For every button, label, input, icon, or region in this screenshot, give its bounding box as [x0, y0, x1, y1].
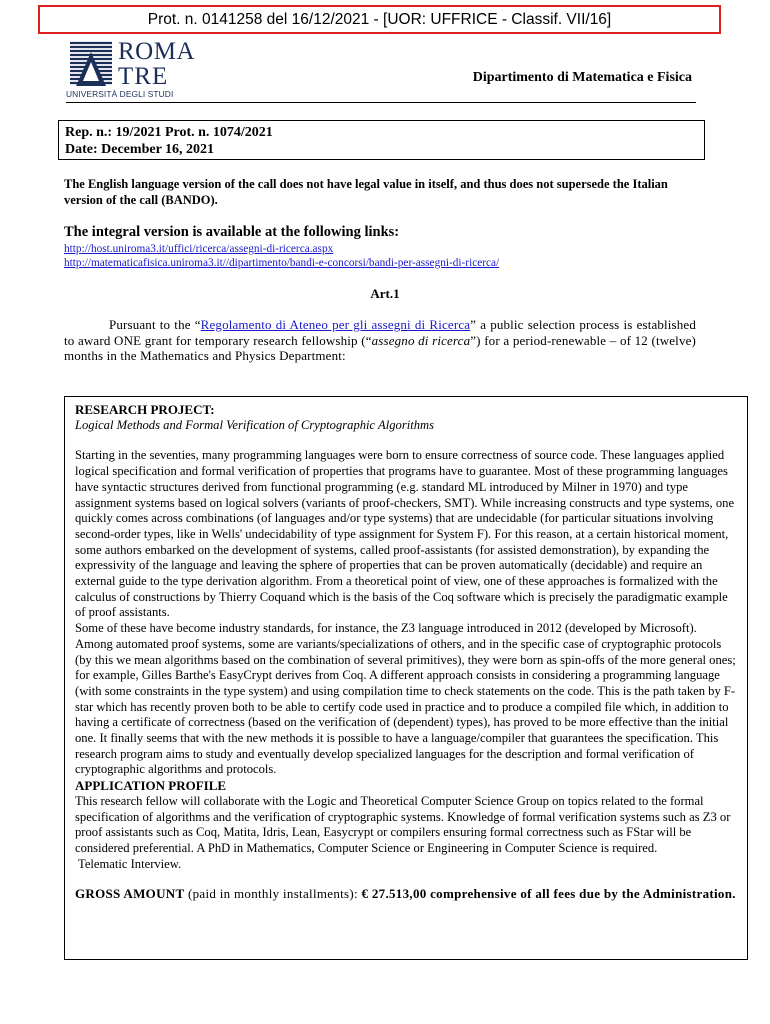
research-project-subtitle: Logical Methods and Formal Verification of Cryptographic Algorithms	[75, 417, 435, 432]
gross-amount-value: € 27.513,00 comprehensive of all fees due by the Administration.	[361, 886, 736, 902]
gross-amount-note: (paid in monthly installments):	[184, 886, 362, 902]
link-assegni-ricerca[interactable]: http://host.uniroma3.it/uffici/ricerca/assegni-di-ricerca.aspx	[64, 243, 334, 255]
rep-date: Date: December 16, 2021	[65, 142, 215, 157]
links-list	[64, 242, 704, 270]
rep-number: Rep. n.: 19/2021 Prot. n. 1074/2021	[65, 125, 273, 140]
application-profile-text: This research fellow will collaborate with the Logic and Theoretical Computer Science Group on topics related to the formal specification of algorithms and the verification of cryptographic systems. Knowledge of formal verification systems such as Z3 or proof assistants such as Coq, Matita, Idris, Lean, Easycrypt or compilers ensuring formal correctness such as FStar will be considered preferential. A PhD in Mathematics, Computer Science or Engineering in Computer Science is required.	[75, 793, 731, 855]
gross-amount-label: GROSS AMOUNT	[75, 886, 185, 902]
project-paragraph-2: Some of these have become industry standards, for instance, the Z3 language introduced in 2012 (developed by Microsoft). Among automated proof systems, some are variants/specializations of others, and in the specific case of cryptographic protocols (by this we mean algorithms based on the combination of several primitives), they were born as spin-offs of the more general ones; for example, Gilles Barthe's EasyCrypt derives from Coq. A different approach consists in considering a programming language (with some constraints in the type system) and using compilation time to check statements on the code. This is the path taken by F-star which has recently proven both to be able to certify code used in practice and to produce a compiled file which, in addition to having a certificate of correctness (based on the verification of (dependent) types), has proved to be more effective than the initial one. It finally seems that with the new methods it is possible to have a language/compiler that guarantees the specification. This research program aims to study and eventually develop specialized languages for the description and formal verification of cryptographic algorithms and protocols.	[75, 621, 736, 777]
reference-box	[58, 120, 705, 160]
intro-paragraph	[64, 317, 696, 364]
intro-middle: ” a public selection process is established to award ONE grant for temporary research fellowship (“	[64, 317, 696, 348]
logo-university: UNIVERSITÀ DEGLI STUDI	[66, 89, 174, 99]
department-name: Dipartimento di Matematica e Fisica	[472, 70, 692, 85]
logo-tre: TRE	[118, 63, 169, 90]
research-project-heading: RESEARCH PROJECT:	[75, 402, 215, 417]
integral-version-title: The integral version is available at the following links:	[64, 224, 400, 240]
project-paragraph-1: Starting in the seventies, many programming languages were born to ensure correctness of source code. These languages applied logical specification and formal verification of properties that programs have to guarantee. Most of these programming languages have syntactic structures derived from functional programming (e.g. standard ML introduced by Milner in 1970) and type assignment systems based on logical solvers (variants of proof-checkers, SMT). While increasing constructs and type systems, one quickly comes across combinations (of languages and/or type systems) that are undecidable (for particular situations involving second-order types, like in Wells' undecidability of type assignment for System F). For this reason, at a certain historical moment, some authors embarked on the development of systems, called proof-assistants (for assisted demonstration), by expanding the expressivity of the language and leaving the sphere of properties that can be proven automatically (decidable) and require an external guide to the type derivation algorithm. From a theoretical point of view, one of these approaches is formalized with the calculus of constructions by Thierry Coquand which is the basis of the Coq software which is precisely the paradigmatic example of proof assistants.	[75, 448, 735, 620]
application-profile-heading: APPLICATION PROFILE	[75, 778, 227, 794]
header-divider	[66, 102, 696, 103]
logo-roma: ROMA	[118, 38, 196, 65]
legal-disclaimer: The English language version of the call does not have legal value in itself, and thus does not supersede the Italian version of the call (BANDO).	[64, 177, 668, 207]
intro-before: Pursuant to the “	[109, 317, 201, 332]
university-logo	[66, 40, 216, 100]
research-project-box	[64, 396, 748, 960]
roma-tre-emblem-icon	[66, 40, 116, 90]
interview-note: Telematic Interview.	[78, 856, 182, 871]
article-heading: Art.1	[370, 286, 400, 301]
intro-after: ”) for a period-renewable – of 12 (twelve) months in the Mathematics and Physics Department:	[64, 332, 696, 363]
protocol-stamp: Prot. n. 0141258 del 16/12/2021 - [UOR: UFFRICE - Classif. VII/16]	[38, 5, 721, 34]
gross-amount	[75, 886, 737, 902]
link-bandi-dipartimento[interactable]: http://matematicafisica.uniroma3.it//dipartimento/bandi-e-concorsi/bandi-per-assegni-di-ricerca/	[64, 257, 500, 269]
intro-italic: assegno di ricerca	[371, 332, 471, 348]
regolamento-link[interactable]: Regolamento di Ateneo per gli assegni di Ricerca	[200, 317, 471, 332]
